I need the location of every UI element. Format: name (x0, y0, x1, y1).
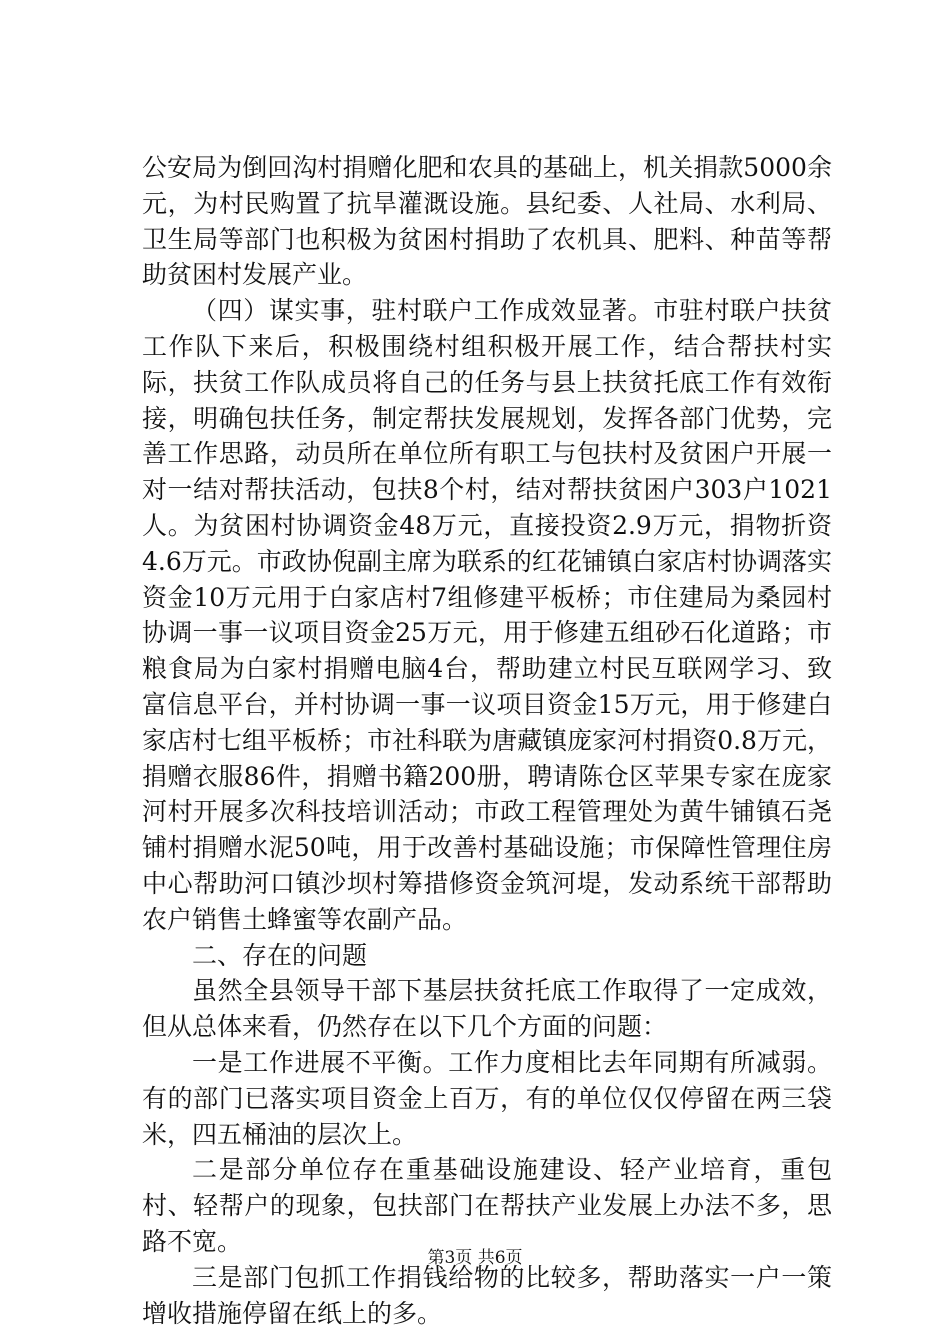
document-body (142, 150, 832, 1331)
paragraph-problem-three: 三是部门包抓工作捐钱给物的比较多，帮助落实一户一策增收措施停留在纸上的多。 (142, 1262, 832, 1328)
paragraph-continuation: 公安局为倒回沟村捐赠化肥和农具的基础上，机关捐款5000余元，为村民购置了抗旱灌溉设施。县纪委、人社局、水利局、卫生局等部门也积极为贫困村捐助了农机具、肥料、种苗等帮助贫困村发展产业。 (142, 153, 832, 290)
paragraph-problem-two: 二是部分单位存在重基础设施建设、轻产业培育，重包村、轻帮户的现象，包扶部门在帮扶产业发展上办法不多，思路不宽。 (142, 1155, 832, 1256)
paragraph-section-four: （四）谋实事，驻村联户工作成效显著。市驻村联户扶贫工作队下来后，积极围绕村组积极开展工作，结合帮扶村实际，扶贫工作队成员将自己的任务与县上扶贫托底工作有效衔接，明确包扶任务，制定帮扶发展规划，发挥各部门优势，完善工作思路，动员所在单位所有职工与包扶村及贫困户开展一对一结对帮扶活动，包扶8个村，结对帮扶贫困户303户1021人。为贫困村协调资金48万元，直接投资2.9万元，捐物折资4.6万元。市政协倪副主席为联系的红花铺镇白家店村协调落实资金10万元用于白家店村7组修建平板桥；市住建局为桑园村协调一事一议项目资金25万元，用于修建五组砂石化道路；市粮食局为白家村捐赠电脑4台，帮助建立村民互联网学习、致富信息平台，并村协调一事一议项目资金15万元，用于修建白家店村七组平板桥；市社科联为唐藏镇庞家河村捐资0.8万元，捐赠衣服86件，捐赠书籍200册，聘请陈仓区苹果专家在庞家河村开展多次科技培训活动；市政工程管理处为黄牛铺镇石尧铺村捐赠水泥50吨，用于改善村基础设施；市保障性管理住房中心帮助河口镇沙坝村筹措修资金筑河堤，发动系统干部帮助农户销售土蜂蜜等农副产品。 (142, 296, 832, 934)
paragraph-problem-one: 一是工作进展不平衡。工作力度相比去年同期有所减弱。有的部门已落实项目资金上百万，有的单位仅仅停留在两三袋米，四五桶油的层次上。 (142, 1047, 832, 1149)
page-footer: 第3页 共6页 (427, 1248, 523, 1268)
section-heading-problems: 二、存在的问题 (192, 940, 368, 970)
paragraph-problems-intro: 虽然全县领导干部下基层扶贫托底工作取得了一定成效，但从总体来看，仍然存在以下几个方面的问题： (142, 976, 832, 1042)
